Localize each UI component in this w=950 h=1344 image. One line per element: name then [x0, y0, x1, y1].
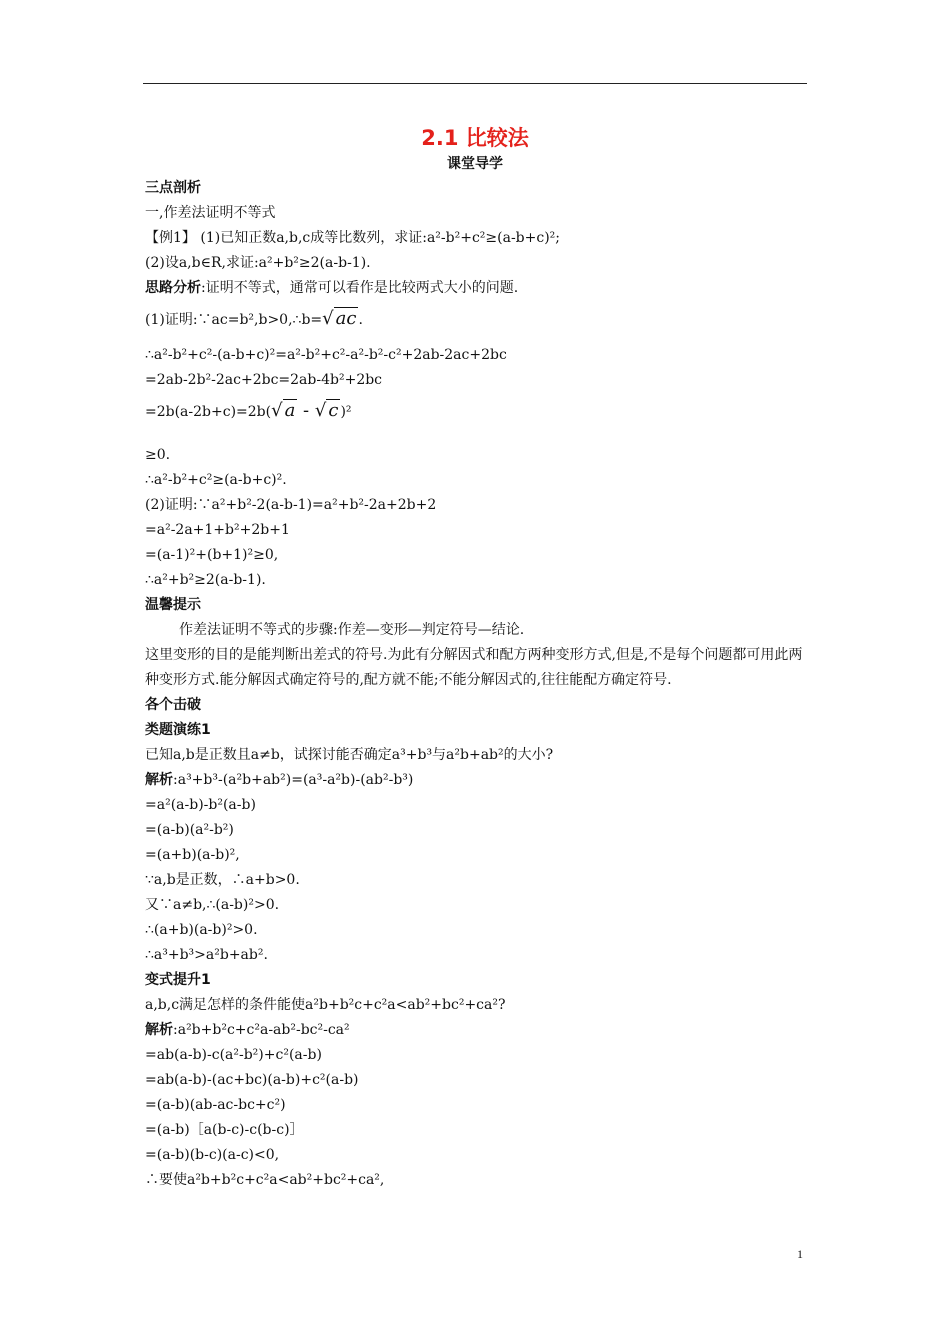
text-line: 已知a,b是正数且a≠b，试探讨能否确定a³+b³与a²b+ab²的大小?	[145, 747, 554, 763]
text-line: =a²-2a+1+b²+2b+1	[145, 522, 290, 538]
text-line: ∴a²-b²+c²≥(a-b+c)².	[145, 472, 287, 488]
radicand: a	[284, 400, 296, 421]
text-line: ≥0.	[145, 447, 171, 463]
text-line: =ab(a-b)-c(a²-b²)+c²(a-b)	[145, 1047, 322, 1063]
text-line: =(a+b)(a-b)²,	[145, 847, 240, 863]
text-line: =2ab-2b²-2ac+2bc=2ab-4b²+2bc	[145, 372, 383, 388]
section-heading: 各个击破	[145, 697, 201, 713]
solution-text: :a³+b³-(a²b+ab²)=(a³-a²b)-(ab²-b³)	[173, 772, 414, 788]
text-line: =(a-b)［a(b-c)-c(b-c)］	[145, 1122, 304, 1138]
proof-line-sqrt	[145, 301, 809, 337]
text-line: =(a-1)²+(b+1)²≥0,	[145, 547, 279, 563]
example-statement: 【例1】 (1)已知正数a,b,c成等比数列，求证:a²-b²+c²≥(a-b+c)²;	[145, 230, 560, 246]
page-title: 2.1 比较法	[421, 126, 529, 150]
solution-label: 解析	[145, 772, 173, 788]
page-subtitle: 课堂导学	[447, 156, 503, 172]
text-segment: (1)证明:∵ac=b²,b>0,∴b=	[145, 312, 323, 328]
analysis-line	[145, 276, 809, 301]
text-line: ∴a²-b²+c²-(a-b+c)²=a²-b²+c²-a²-b²-c²+2ab-2ac+2bc	[145, 347, 507, 363]
solution-line	[145, 1018, 809, 1043]
text-line: a,b,c满足怎样的条件能使a²b+b²c+c²a<ab²+bc²+ca²?	[145, 997, 506, 1013]
subsection-heading: 类题演练1	[145, 722, 211, 738]
text-segment: =2b(a-2b+c)=2b(	[145, 404, 272, 420]
solution-line	[145, 768, 809, 793]
radicand: c	[328, 400, 339, 421]
document-body	[145, 176, 809, 1193]
solution-label: 解析	[145, 1022, 173, 1038]
text-line: ∴a³+b³>a²b+ab².	[145, 947, 268, 963]
section-heading: 温馨提示	[145, 597, 201, 613]
text-line: =ab(a-b)-(ac+bc)(a-b)+c²(a-b)	[145, 1072, 359, 1088]
header-rule	[143, 83, 807, 84]
text-line: =(a-b)(a²-b²)	[145, 822, 234, 838]
text-line: ∴(a+b)(a-b)²>0.	[145, 922, 258, 938]
text-line: ∴要使a²b+b²c+c²a<ab²+bc²+ca²,	[145, 1172, 385, 1188]
proof-line-sqrt	[145, 393, 809, 443]
text-line: 又∵a≠b,∴(a-b)²>0.	[145, 897, 280, 913]
radicand: ac	[335, 308, 357, 329]
text-line: 一,作差法证明不等式	[145, 205, 276, 221]
analysis-text: :证明不等式，通常可以看作是比较两式大小的问题.	[201, 280, 519, 296]
text-line: 作差法证明不等式的步骤:作差—变形—判定符号—结论.	[179, 622, 525, 638]
solution-text: :a²b+b²c+c²a-ab²-bc²-ca²	[173, 1022, 350, 1038]
sqrt-expression: √ a - √ c	[271, 400, 339, 421]
section-heading: 三点剖析	[145, 180, 201, 196]
text-line: =a²(a-b)-b²(a-b)	[145, 797, 256, 813]
text-line: =(a-b)(b-c)(a-c)<0,	[145, 1147, 280, 1163]
text-line: (2)证明:∵a²+b²-2(a-b-1)=a²+b²-2a+2b+2	[145, 497, 437, 513]
minus-sign: -	[297, 400, 315, 421]
sqrt-expression: √ ac	[322, 308, 357, 329]
text-line: (2)设a,b∈R,求证:a²+b²≥2(a-b-1).	[145, 255, 371, 271]
text-line: ∴a²+b²≥2(a-b-1).	[145, 572, 266, 588]
text-segment: )²	[340, 404, 352, 420]
text-line: =(a-b)(ab-ac-bc+c²)	[145, 1097, 286, 1113]
paragraph: 这里变形的目的是能判断出差式的符号.为此有分解因式和配方两种变形方式,但是,不是每个问题都可用此两种变形方式.能分解因式确定符号的,配方就不能;不能分解因式的,往往能配方确定符号.	[145, 647, 803, 688]
analysis-label: 思路分析	[145, 280, 201, 296]
subsection-heading: 变式提升1	[145, 972, 211, 988]
page-number: 1	[797, 1247, 803, 1261]
text-segment: .	[358, 312, 363, 328]
text-line: ∵a,b是正数，∴a+b>0.	[145, 872, 300, 888]
